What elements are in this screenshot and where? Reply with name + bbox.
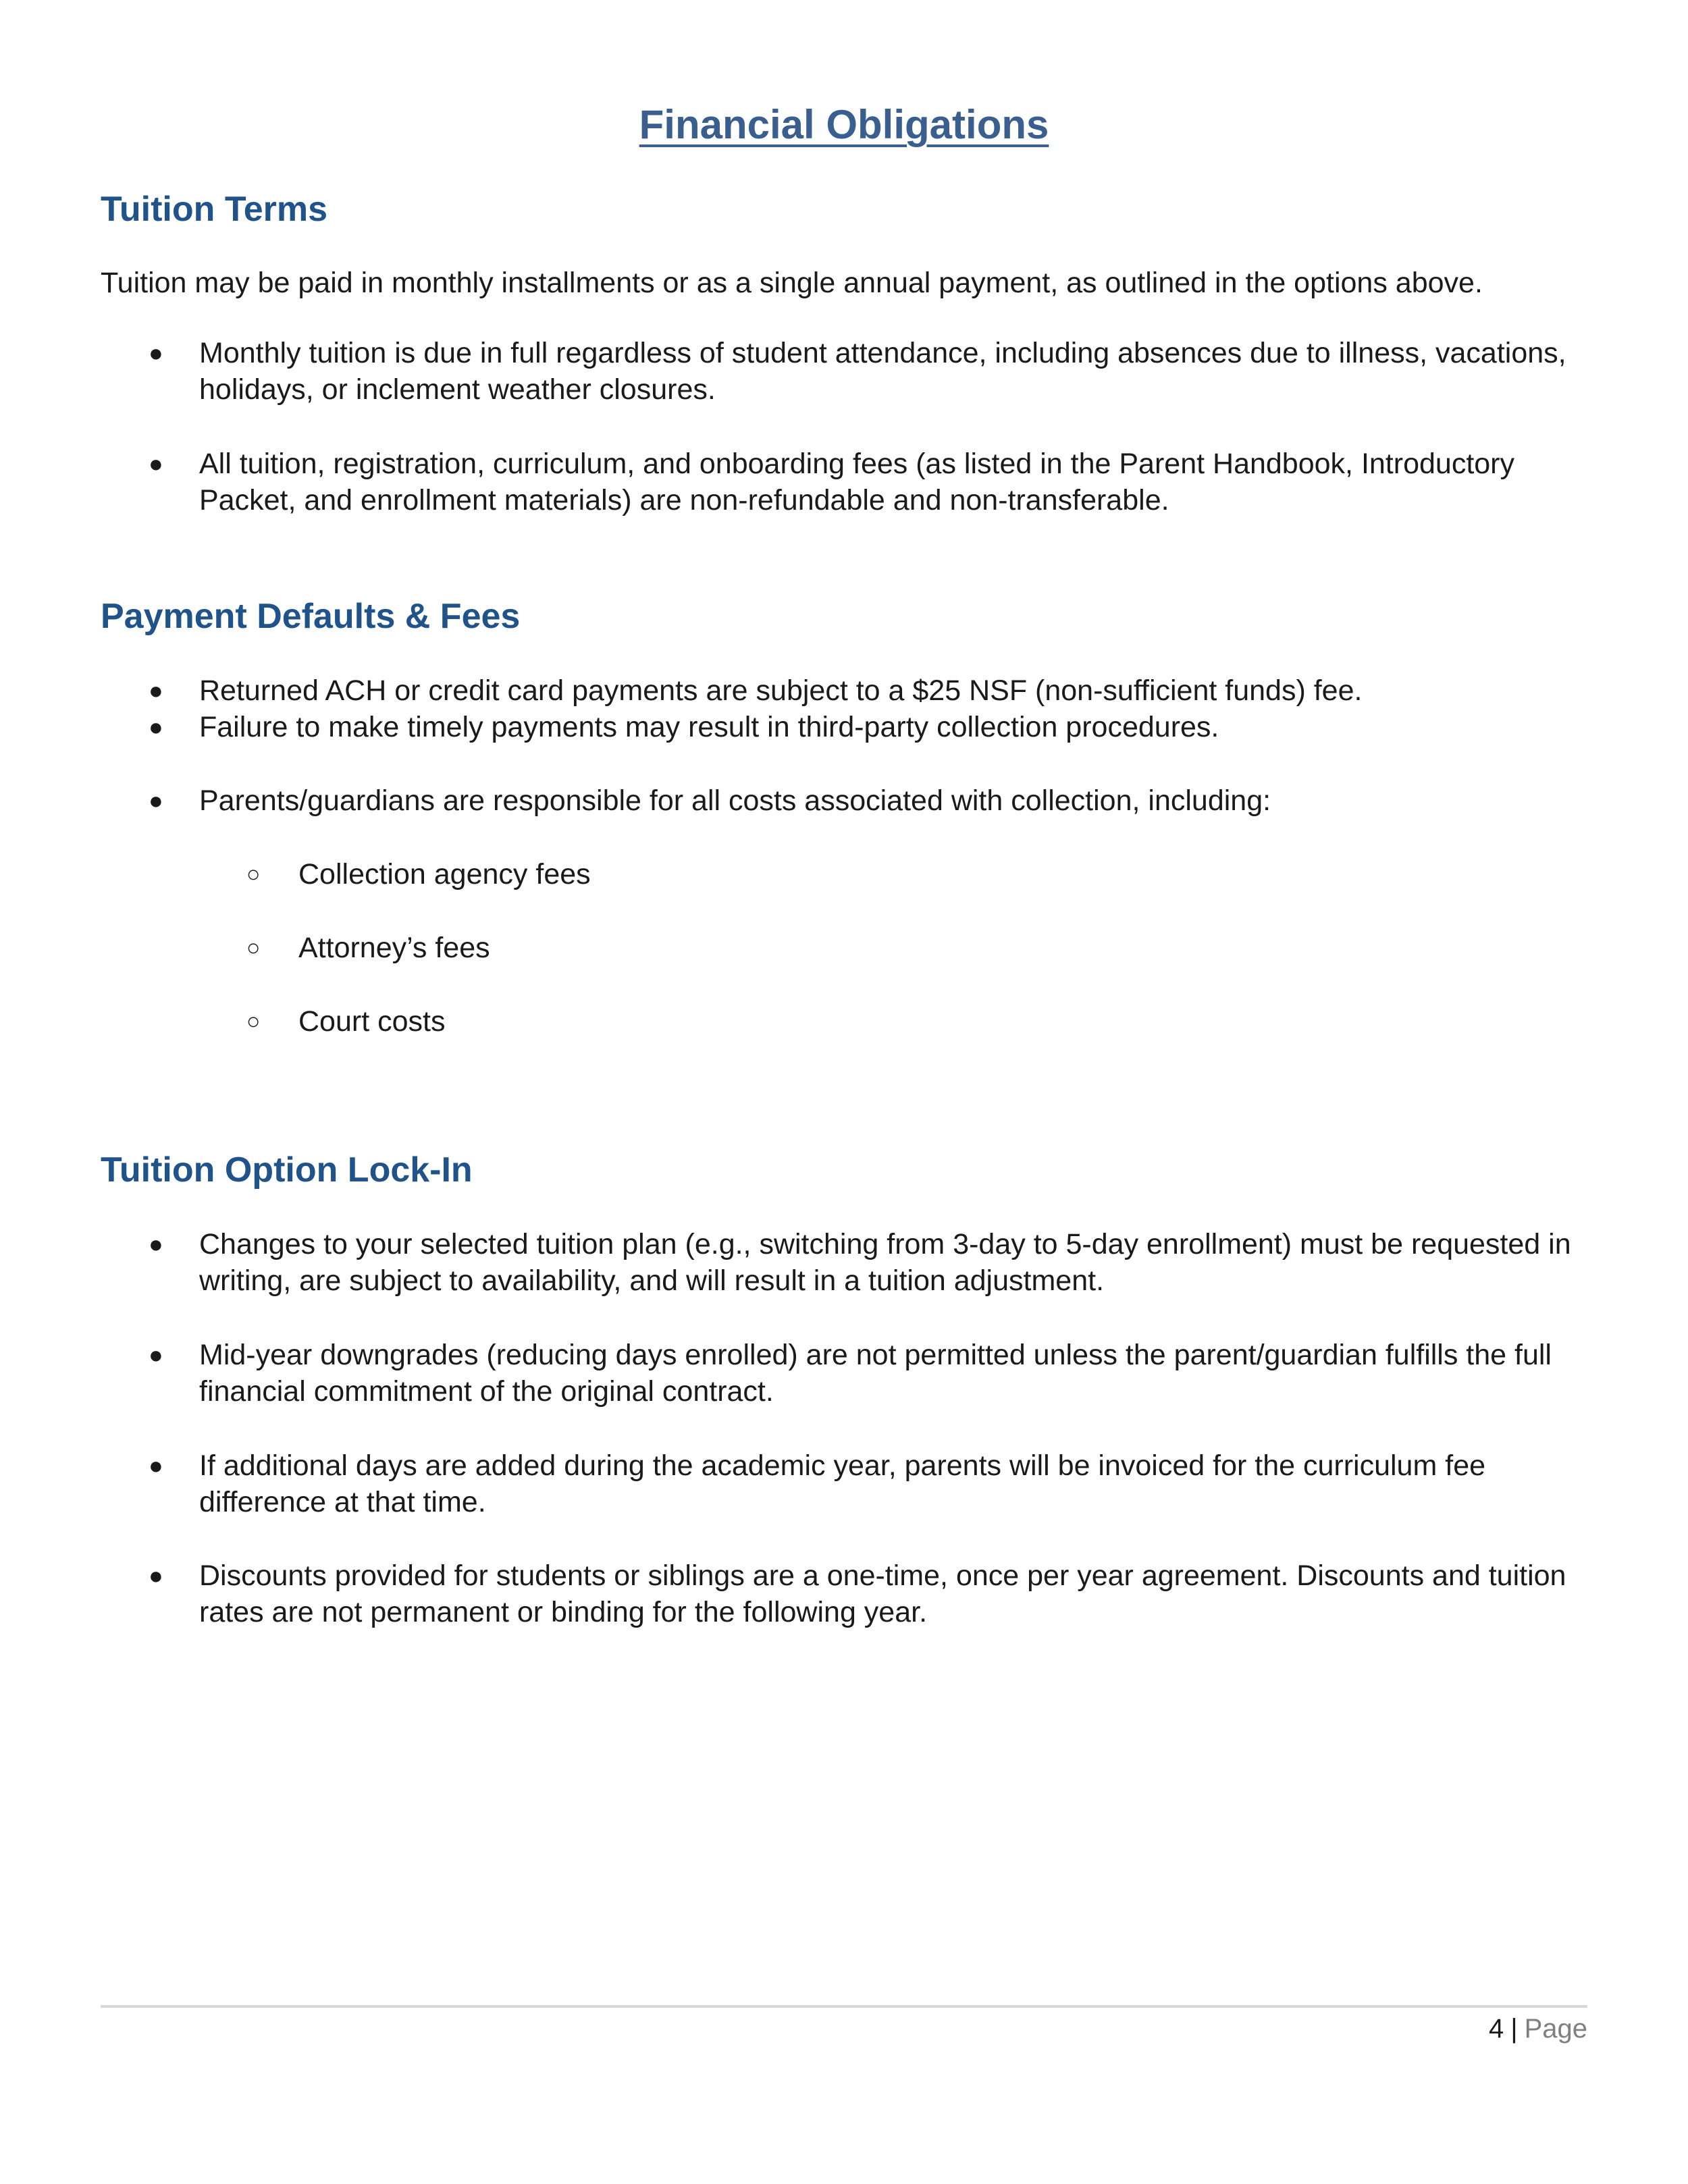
bullet-icon: ● [149,1562,163,1589]
list-item: ● Changes to your selected tuition plan (e.g., switching from 3-day to 5-day enrollment) must be requested in writing, are subject to availability, and will result in a tuition adjustment. [145,1226,1597,1299]
list-item: ● If additional days are added during the academic year, parents will be invoiced for the curriculum fee difference at that time. [145,1447,1597,1520]
tuition-terms-list [145,335,1597,408]
list-item: ○ Attorney’s fees [246,930,1462,966]
page-title: Financial Obligations [639,102,1049,147]
bullet-icon: ● [149,787,163,814]
collection-costs-list-3 [246,1003,1462,1040]
lock-in-list-4 [145,1557,1597,1630]
list-item: ● Parents/guardians are responsible for all costs associated with collection, including: [145,782,1597,819]
bullet-icon: ● [149,1230,163,1258]
list-item: ● Mid-year downgrades (reducing days enrolled) are not permitted unless the parent/guardian fulfills the full financial commitment of the original contract. [145,1337,1597,1410]
payment-defaults-list [145,672,1597,745]
lock-in-list [145,1226,1597,1299]
list-item: ● All tuition, registration, curriculum, and onboarding fees (as listed in the Parent Handbook, Introductory Packet, and enrollment materials) are non-refundable and non-transferable. [145,446,1597,518]
circle-bullet-icon: ○ [246,935,261,961]
lock-in-list-2 [145,1337,1597,1410]
bullet-icon: ● [149,713,163,741]
tuition-terms-intro: Tuition may be paid in monthly installments or as a single annual payment, as outlined in the options above. [101,267,1483,299]
footer-divider [101,2005,1587,2008]
heading-tuition-terms: Tuition Terms [101,190,328,229]
page-footer [1489,2008,1587,2049]
page-label: Page [1524,2014,1587,2044]
page-number: 4 [1488,2014,1504,2044]
list-item: ● Returned ACH or credit card payments are subject to a $25 NSF (non-sufficient funds) fee. [145,672,1597,709]
list-item: ● Failure to make timely payments may result in third-party collection procedures. [145,709,1597,745]
bullet-icon: ● [149,676,163,704]
collection-costs-list [246,856,1462,893]
tuition-terms-list-2 [145,446,1597,518]
list-item: ○ Court costs [246,1003,1462,1040]
payment-defaults-list-2 [145,782,1597,819]
heading-tuition-lock-in: Tuition Option Lock-In [101,1150,473,1190]
footer-separator: | [1510,2014,1518,2044]
bullet-icon: ● [149,450,163,477]
heading-payment-defaults: Payment Defaults & Fees [101,597,521,636]
lock-in-list-3 [145,1447,1597,1520]
list-item: ○ Collection agency fees [246,856,1462,893]
list-item: ● Discounts provided for students or siblings are a one-time, once per year agreement. Discounts and tuition rates are not permanent or binding for the following year. [145,1557,1597,1630]
bullet-icon: ● [149,1451,163,1479]
bullet-icon: ● [149,1341,163,1368]
circle-bullet-icon: ○ [246,1009,261,1034]
collection-costs-list-2 [246,930,1462,966]
circle-bullet-icon: ○ [246,861,261,887]
bullet-icon: ● [149,339,163,367]
list-item: ● Monthly tuition is due in full regardless of student attendance, including absences due to illness, vacations, holidays, or inclement weather closures. [145,335,1597,408]
